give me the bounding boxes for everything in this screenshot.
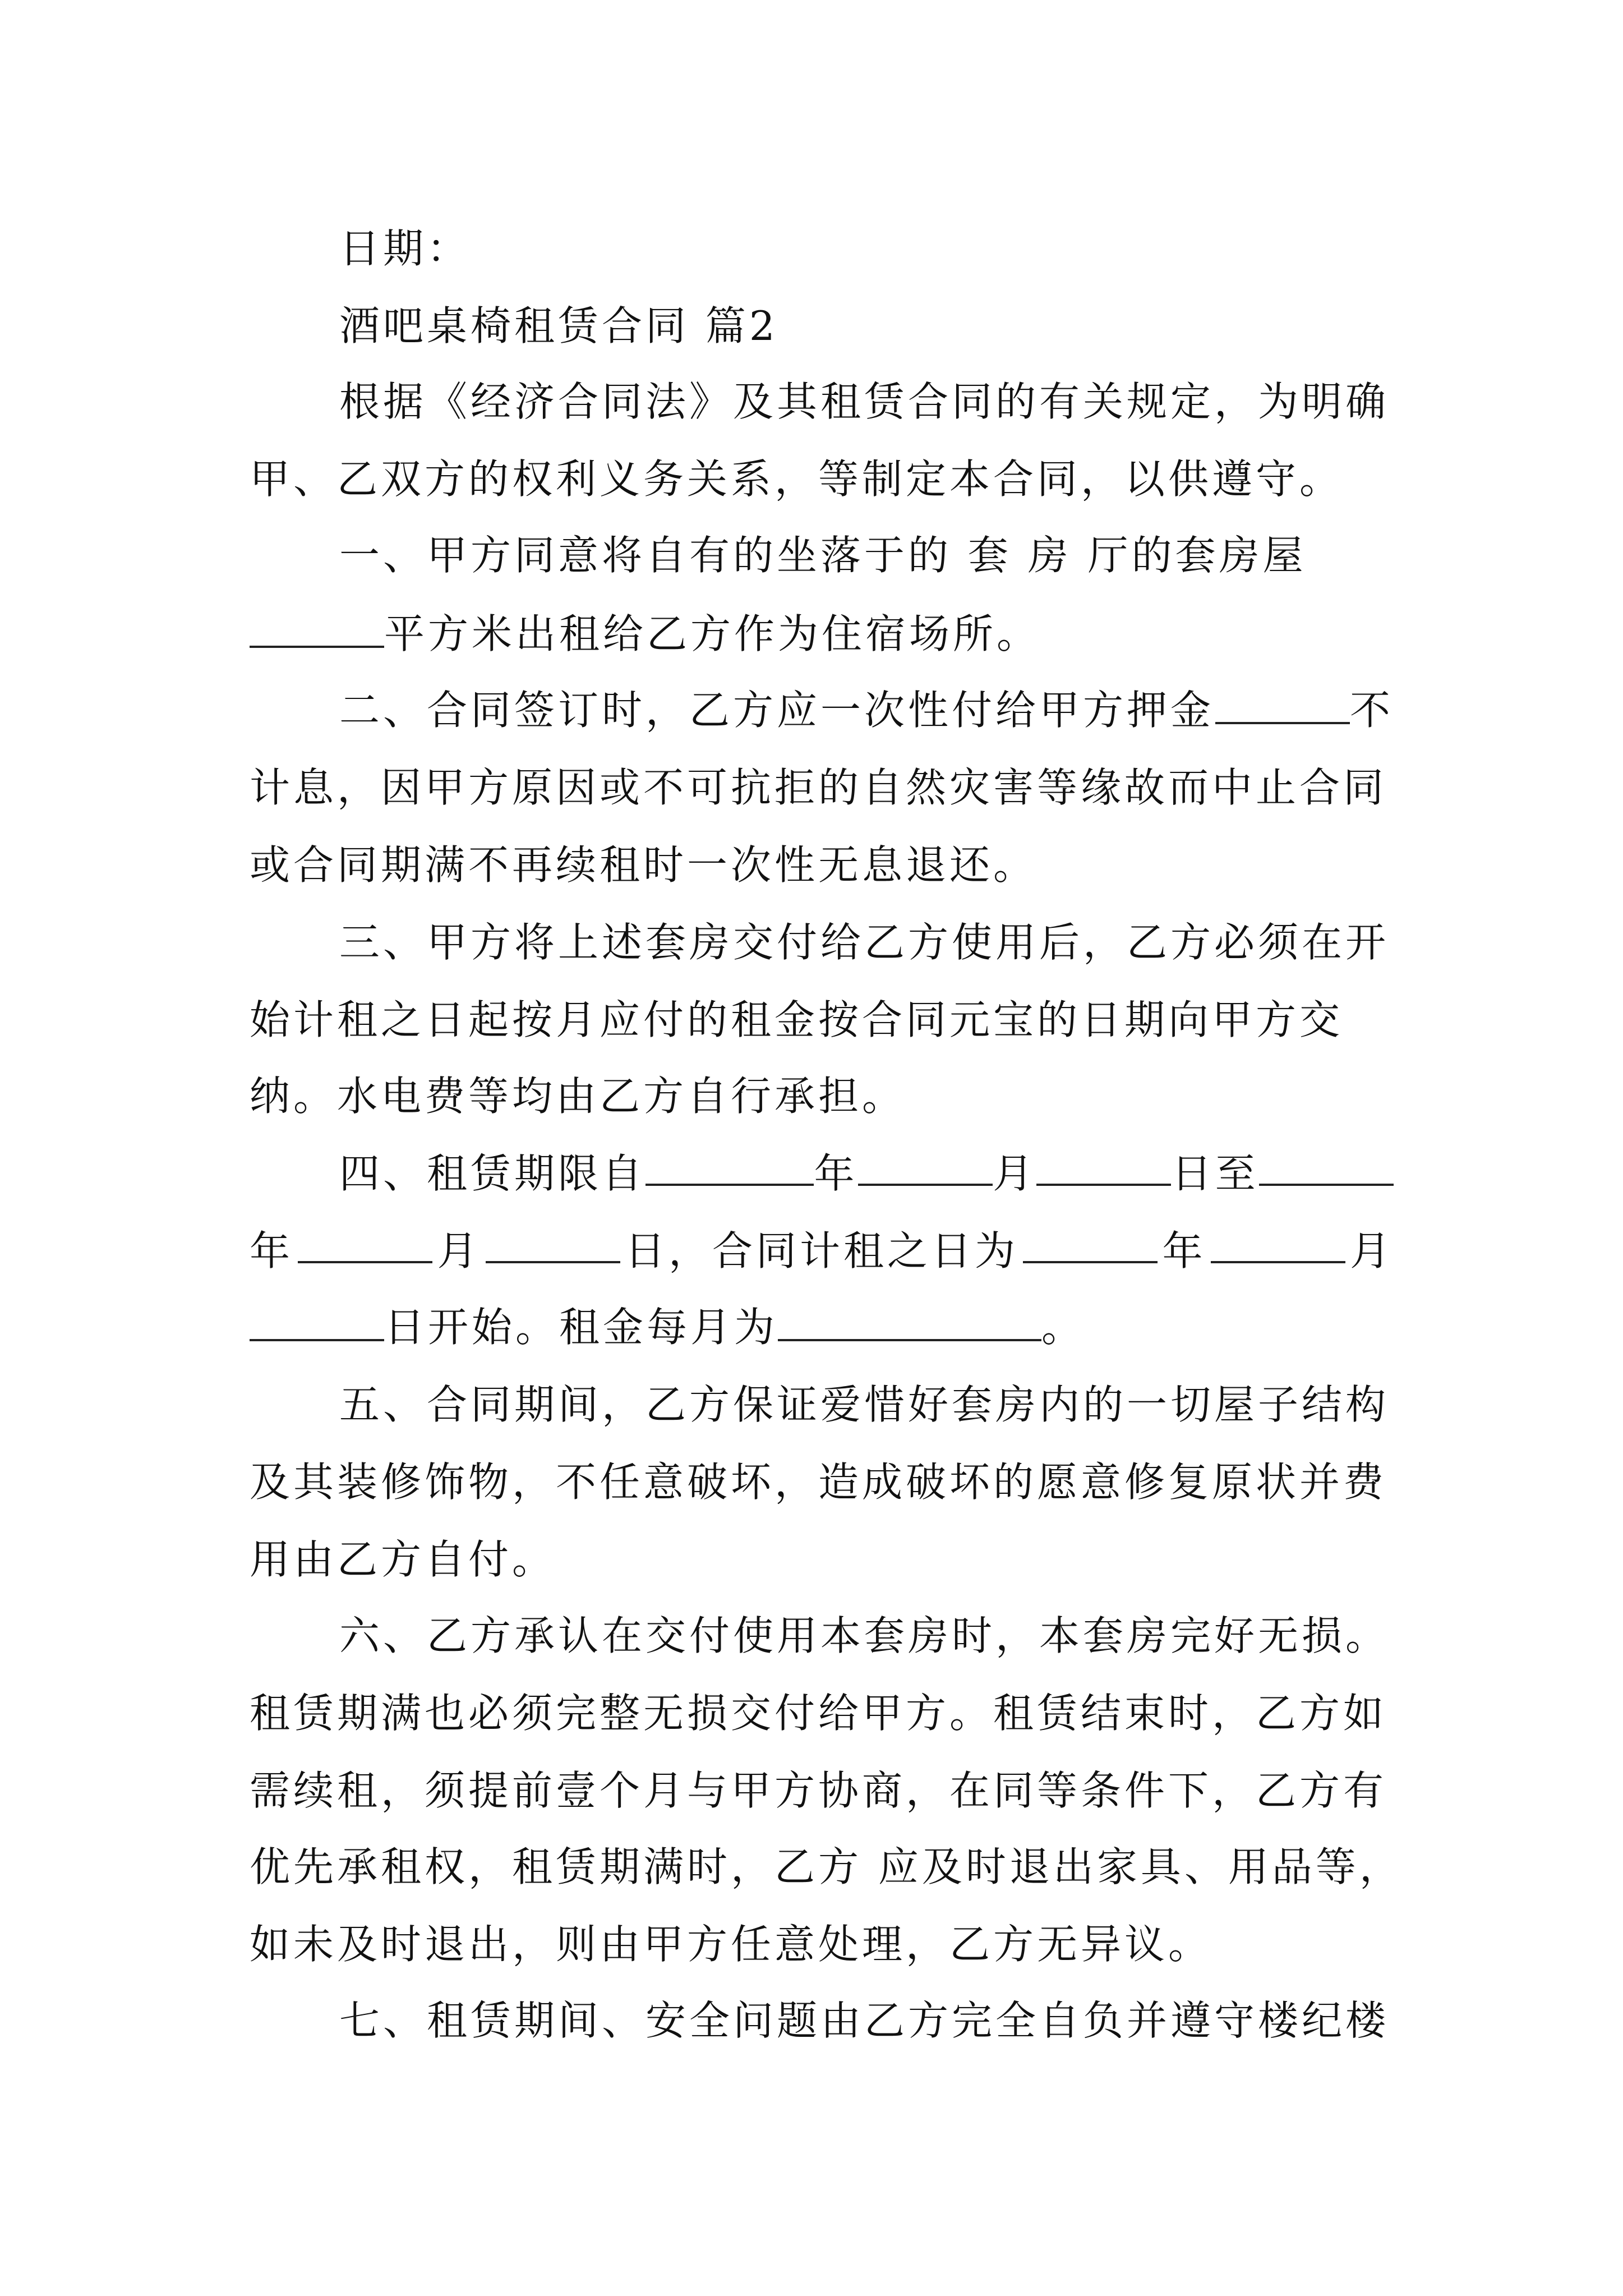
blank-rent-start-year (1023, 1224, 1158, 1263)
clause-5-line-3: 用由乙方自付。 (250, 1536, 556, 1583)
blank-monthly-rent (778, 1302, 1041, 1341)
blank-end-month (298, 1224, 432, 1263)
clause-4-line-1-d: 日至 (1171, 1150, 1259, 1197)
clause-6-line-3: 需续租，须提前壹个月与甲方协商，在同等条件下，乙方有 (250, 1767, 1387, 1814)
clause-6-line-4: 优先承租权，租赁期满时，乙方 应及时退出家具、用品等， (250, 1843, 1403, 1890)
clause-6-line-1: 六、乙方承认在交付使用本套房时，本套房完好无损。 (339, 1612, 1390, 1659)
clause-4-line-2-a: 年 (250, 1227, 294, 1274)
clause-4-line-3-b: 。 (1041, 1304, 1086, 1351)
clause-1-line-2-text: 平方米出租给乙方作为住宿场所。 (384, 610, 1041, 657)
clause-2-line-1-text: 二、合同签订时，乙方应一次性付给甲方押金 (339, 687, 1215, 734)
blank-start-month (858, 1147, 993, 1186)
clause-2-line-1 (339, 683, 1394, 737)
clause-4-line-2-b: 月 (437, 1227, 481, 1274)
clause-7-line-1: 七、租赁期间、安全问题由乙方完全自负并遵守楼纪楼 (339, 1997, 1390, 2044)
intro-line-1: 根据《经济合同法》及其租赁合同的有关规定，为明确 (339, 378, 1390, 425)
clause-4-line-1-c: 月 (993, 1150, 1037, 1197)
intro-line-2: 甲、乙双方的权利义务关系，等制定本合同，以供遵守。 (250, 455, 1344, 503)
clause-6-line-5: 如未及时退出，则由甲方任意处理，乙方无异议。 (250, 1921, 1212, 1968)
clause-6-line-2: 租赁期满也必须完整无损交付给甲方。租赁结束时，乙方如 (250, 1690, 1387, 1737)
clause-5-line-1: 五、合同期间，乙方保证爱惜好套房内的一切屋子结构 (339, 1381, 1390, 1428)
blank-start-year (645, 1147, 814, 1186)
clause-4-line-2 (250, 1224, 1394, 1278)
blank-end-year (1259, 1147, 1394, 1186)
document-heading: 酒吧桌椅租赁合同 篇2 (339, 302, 778, 349)
blank-rent-start-day (250, 1302, 384, 1341)
clause-4-line-2-d: 年 (1162, 1227, 1206, 1274)
clause-4-line-2-e: 月 (1349, 1227, 1394, 1274)
clause-2-line-2: 计息，因甲方原因或不可抗拒的自然灾害等缘故而中止合同 (250, 764, 1387, 811)
blank-deposit (1215, 685, 1350, 724)
clause-5-line-2: 及其装修饰物，不任意破坏，造成破坏的愿意修复原状并费 (250, 1458, 1387, 1506)
clause-4-line-3-a: 日开始。租金每月为 (384, 1304, 778, 1351)
clause-4-line-2-c: 日，合同计租之日为 (624, 1227, 1018, 1274)
clause-4-line-1-b: 年 (814, 1150, 858, 1197)
blank-area (250, 609, 384, 648)
clause-3-line-3: 纳。水电费等均由乙方自行承担。 (250, 1073, 906, 1120)
date-label: 日期： (339, 225, 471, 272)
clause-1-line-2 (250, 607, 1394, 661)
clause-2-line-1-end: 不 (1349, 687, 1394, 734)
blank-rent-start-month (1211, 1224, 1345, 1263)
clause-3-line-2: 始计租之日起按月应付的租金按合同元宝的日期向甲方交 (250, 996, 1344, 1043)
clause-2-line-3: 或合同期满不再续租时一次性无息退还。 (250, 841, 1038, 889)
clause-1-line-1: 一、甲方同意将自有的坐落于的 套 房 厅的套房屋 (339, 532, 1307, 579)
clause-4-line-1-a: 四、租赁期限自 (339, 1150, 646, 1197)
clause-4-line-3 (250, 1300, 1394, 1354)
blank-start-day (1036, 1147, 1171, 1186)
clause-4-line-1 (339, 1147, 1394, 1200)
blank-end-day (486, 1224, 620, 1263)
clause-3-line-1: 三、甲方将上述套房交付给乙方使用后，乙方必须在开 (339, 919, 1390, 966)
